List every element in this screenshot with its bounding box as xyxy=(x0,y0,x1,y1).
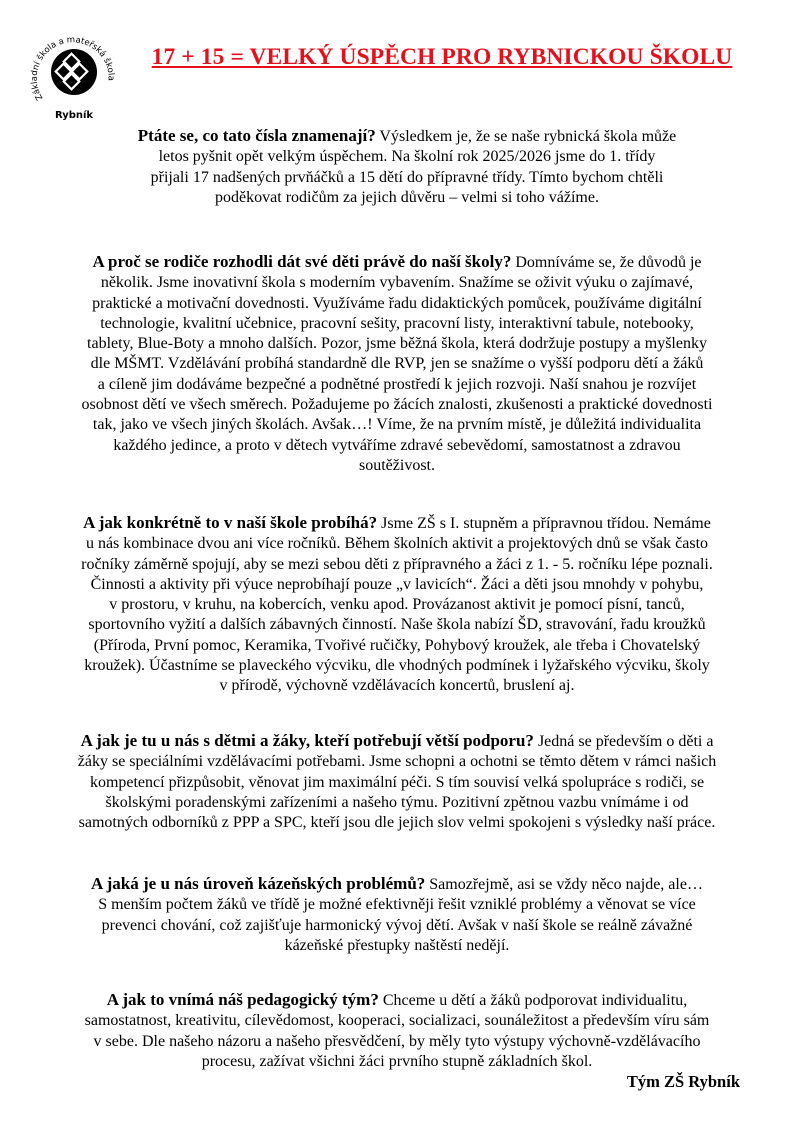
section-discipline: A jaká je u nás úroveň kázeňských problémů? Samozřejmě, asi se vždy něco najde, ale… S menším počtem žáků ve třídě je možné efektivněji řešit vzniklé problémy a věnovat se více prevenci chování, což zajišťuje harmonický vývoj dětí. Avšak v naší škole se reálně závažné kázeňské přestupky naštěstí nedějí. xyxy=(91,874,703,954)
section-heading: A jaká je u nás úroveň kázeňských problémů? xyxy=(91,874,426,893)
section-support: A jak je tu u nás s dětmi a žáky, kteří potřebují větší podporu? Jedná se především o děti a žáky se speciálními vzdělávacími potřebami. Jsme schopni a ochotni se těmto dětem v rámci našich kompetencí přizpůsobit, věnovat jim maximální péči. S tím souvisí velká spolupráce s rodiči, se školskými poradenskými zařízeními a našeho týmu. Pozitivní zpětnou vazbu vnímáme i od samotných odborníků z PPP a SPC, kteří jsou dle jejich slov velmi spokojeni s výsledky naší práce. xyxy=(77,731,717,832)
section-heading: A jak konkrétně to v naší škole probíhá? xyxy=(83,513,378,532)
section-intro: Ptáte se, co tato čísla znamenají? Výsledkem je, že se naše rybnická škola může letos pyšnit opět velkým úspěchem. Na školní rok 2025/2026 jsme do 1. třídy přijali 17 nadšených prvňáčků a 15 dětí do přípravné třídy. Tímto bychom chtěli poděkovat rodičům za jejich důvěru – velmi si toho vážíme. xyxy=(137,126,677,206)
logo-name: Rybník xyxy=(54,110,94,121)
signature: Tým ZŠ Rybník xyxy=(626,1072,740,1091)
section-team: A jak to vnímá náš pedagogický tým? Chceme u dětí a žáků podporovat individualitu, samostatnost, kreativitu, cílevědomost, kooperaci, socializaci, sounáležitost a především víru sám v sebe. Dle našeho názoru a našeho přesvědčení, by měly tyto výstupy výchovně-vzdělávacího procesu, zažívat všichni žáci prvního stupně základních škol. xyxy=(84,990,710,1070)
section-heading: Ptáte se, co tato čísla znamenají? xyxy=(137,126,376,145)
logo-arc-text: Základní škola a mateřská škola xyxy=(29,35,116,102)
section-heading: A proč se rodiče rozhodli dát své děti právě do naší školy? xyxy=(92,252,512,271)
school-logo xyxy=(22,22,126,126)
section-how-it-works: A jak konkrétně to v naší škole probíhá? Jsme ZŠ s I. stupněm a přípravnou třídou. Nemáme u nás kombinace dvou ani více ročníků. Během školních aktivit a projektových dnů se však často ročníky záměrně spojují, aby se mezi sebou děti z přípravného a žáci z 1. - 5. ročníku lépe poznali. Činnosti a aktivity při výuce neprobíhají pouze „v lavicích“. Žáci a děti jsou mnohdy v pohybu, v prostoru, v kruhu, na kobercích, venku apod. Provázanost aktivit je pomocí písní, tanců, sportovního vyžití a dalších zábavných činností. Naše škola nabízí ŠD, stravování, řadu kroužků (Příroda, První pomoc, Keramika, Tvořivé ručičky, Pohybový kroužek, ale třeba i Chovatelský kroužek). Účastníme se plaveckého výcviku, dle vhodných podmínek i lyžařského výcviku, školy v přírodě, výchovně vzdělávacích koncertů, bruslení aj. xyxy=(81,513,713,695)
article-title: 17 + 15 = VELKÝ ÚSPĚCH PRO RYBNICKOU ŠKOLU xyxy=(151,44,733,70)
section-why-parents: A proč se rodiče rozhodli dát své děti právě do naší školy? Domníváme se, že důvodů je několik. Jsme inovativní škola s moderním vybavením. Snažíme se oživit výuku o zajímavé, praktické a motivační dovednosti. Využíváme řadu didaktických pomůcek, používáme digitální technologie, kvalitní učebnice, pracovní sešity, pracovní listy, interaktivní tabule, notebooky, tablety, Blue-Boty a mnoho dalších. Pozor, jsme běžná škola, která dodržuje postupy a myšlenky dle MŠMT. Vzdělávání probíhá standardně dle RVP, jen se snažíme o vyšší podporu dětí a žáků a cíleně jim dodáváme bezpečné a podnětné prostředí k jejich rozvoji. Naší snahou je rozvíjet osobnost dětí ve všech směrech. Požadujeme po žácích znalosti, zkušenosti a praktické dovednosti tak, jako ve všech jiných školách. Avšak…! Víme, že na prvním místě, je důležitá individualita každého jedince, a proto v dětech vytváříme zdravé sebevědomí, samostatnost a zdravou soutěživost. xyxy=(81,252,713,474)
section-heading: A jak je tu u nás s dětmi a žáky, kteří potřebují větší podporu? xyxy=(80,731,534,750)
section-heading: A jak to vnímá náš pedagogický tým? xyxy=(106,990,379,1009)
